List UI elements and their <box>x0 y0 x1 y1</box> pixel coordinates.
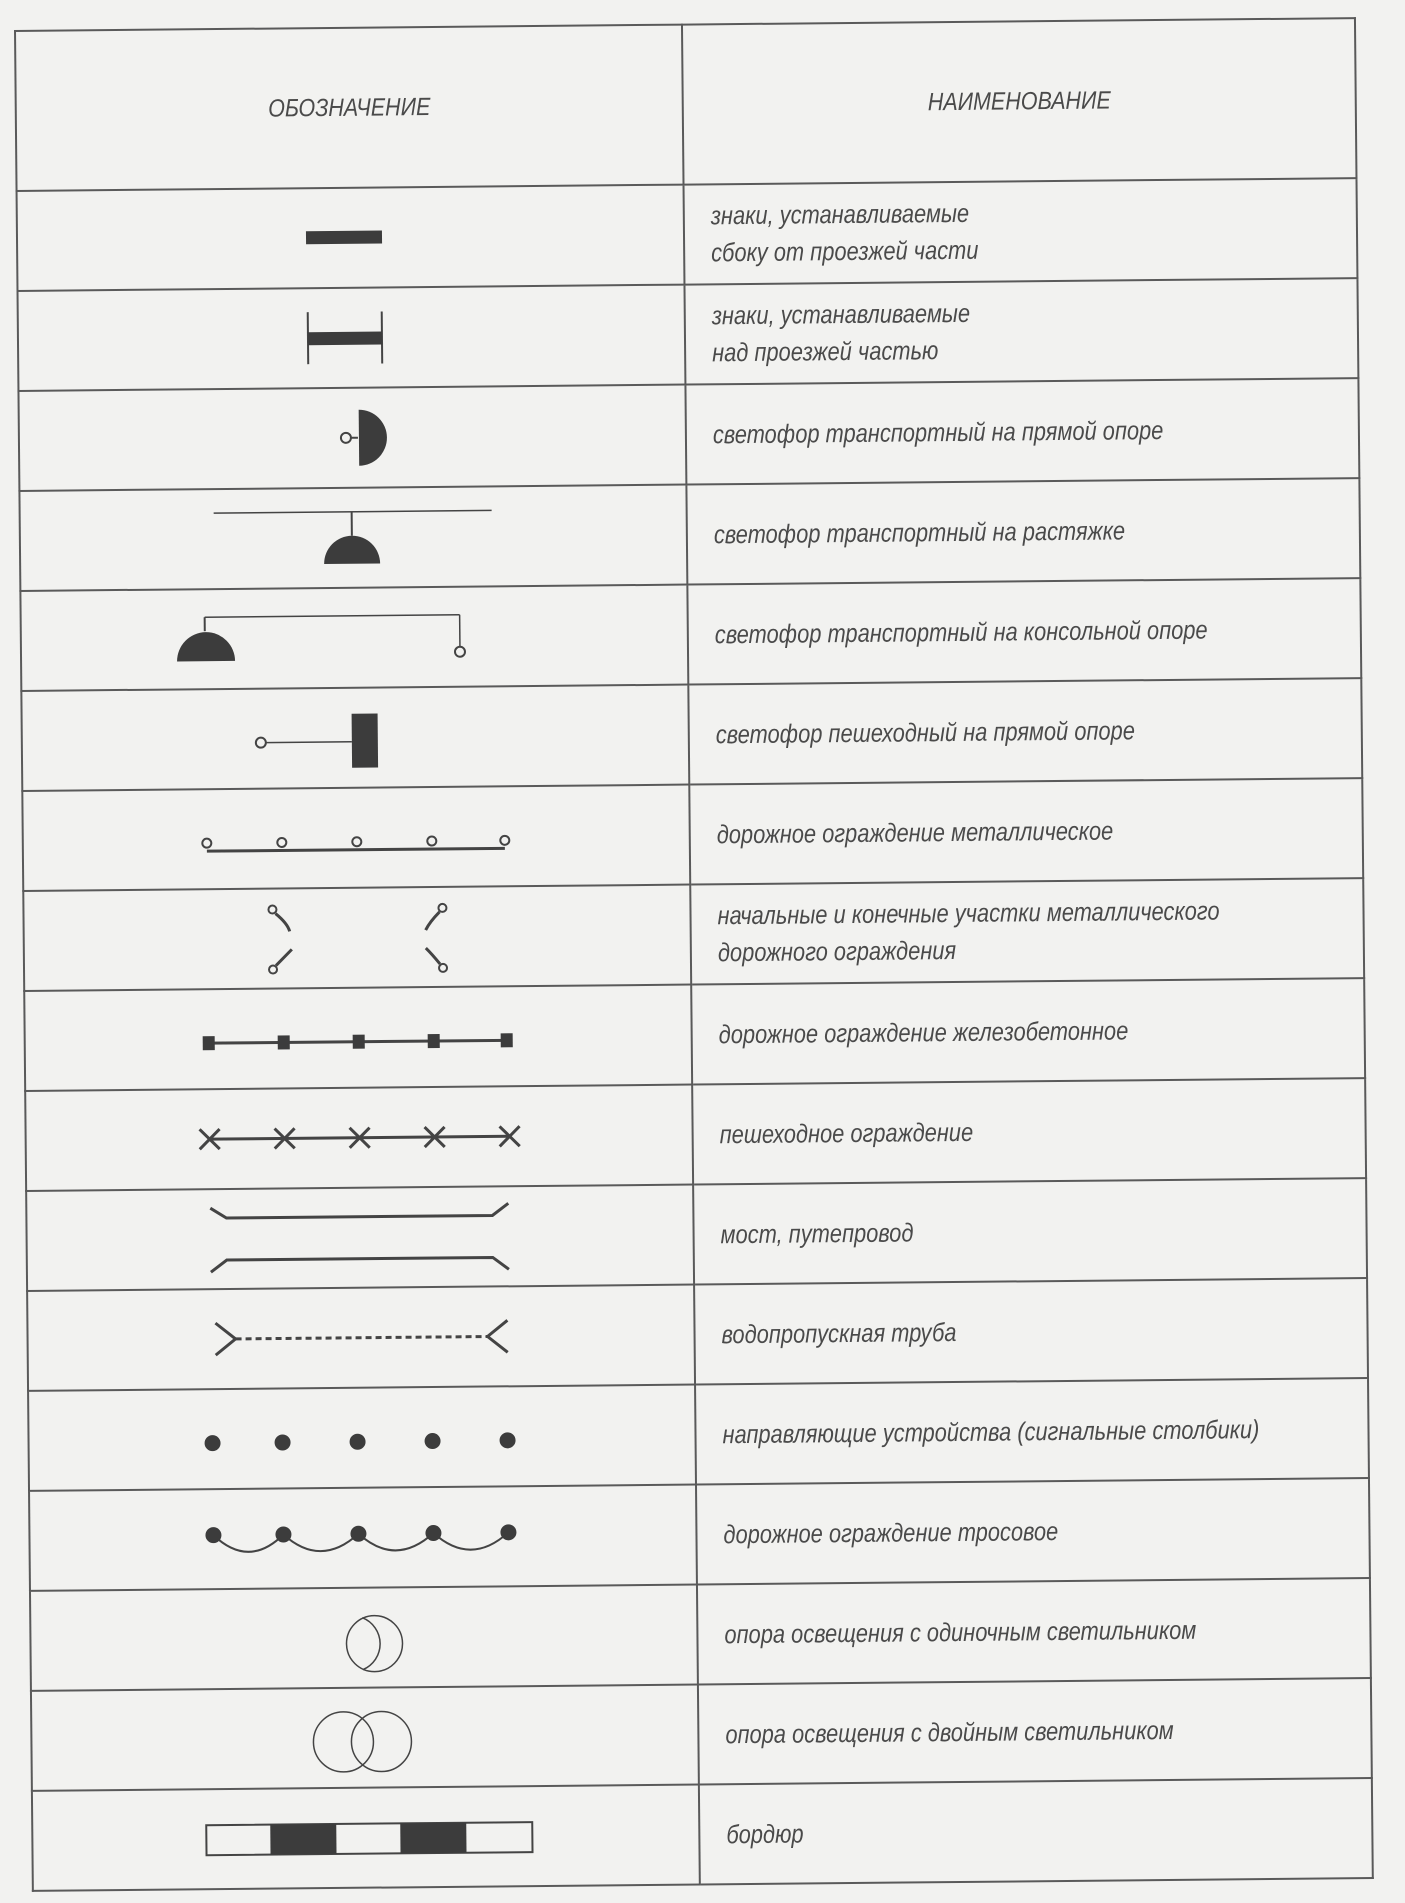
row-name-line2: сбоку от проезжей части <box>711 234 979 268</box>
row-name: светофор пешеходный на прямой опоре <box>715 714 1136 749</box>
table-row <box>22 778 1363 891</box>
row-name: пешеходное ограждение <box>719 1116 974 1149</box>
table-row <box>23 878 1364 991</box>
name-column-header: НАИМЕНОВАНИЕ <box>729 19 1309 185</box>
row-name: светофор транспортный на растяжке <box>713 514 1126 549</box>
legend-sheet <box>14 17 1372 1903</box>
row-name-line2: дорожного ограждения <box>717 934 957 968</box>
traffic-light-straight-pole-icon <box>202 396 503 479</box>
row-name-line2: над проезжей частью <box>711 335 939 368</box>
table-row <box>30 1578 1371 1691</box>
guardrail-end-sections-icon <box>207 891 508 984</box>
row-name: дорожное ограждение железобетонное <box>718 1014 1129 1049</box>
table-row <box>18 278 1359 391</box>
pedestrian-light-straight-pole-icon <box>205 696 506 779</box>
table-row <box>29 1478 1370 1591</box>
culvert-pipe-icon <box>191 1296 532 1379</box>
row-name-line1: начальные и конечные участки металлического <box>717 895 1220 931</box>
table-row <box>24 978 1365 1091</box>
table-row <box>18 378 1359 491</box>
pedestrian-fence-icon <box>189 1096 530 1179</box>
row-name: опора освещения с одиночным светильником <box>724 1614 1197 1649</box>
table-row <box>31 1678 1372 1791</box>
symbol-column-header: ОБОЗНАЧЕНИЕ <box>62 25 637 190</box>
single-lamp-pole-icon <box>214 1596 515 1679</box>
metal-guardrail-icon <box>186 796 527 879</box>
header-row <box>15 18 1356 191</box>
traffic-light-cantilever-icon <box>154 596 555 680</box>
table-row <box>25 1078 1366 1191</box>
row-name: опора освещения с двойным светильником <box>725 1714 1174 1749</box>
row-name: светофор транспортный на консольной опоре <box>714 614 1208 649</box>
overhead-road-sign-icon <box>201 296 502 379</box>
row-name-line1: знаки, устанавливаемые <box>710 197 970 231</box>
row-name: водопропускная труба <box>721 1316 957 1349</box>
table-row <box>32 1778 1373 1891</box>
row-name: направляющие устройства (сигнальные столбики) <box>722 1413 1260 1449</box>
side-road-sign-icon <box>200 196 501 279</box>
curb-icon <box>195 1796 536 1879</box>
row-name: мост, путепровод <box>720 1216 914 1249</box>
bridge-overpass-icon <box>190 1191 531 1284</box>
row-name-line1: знаки, устанавливаемые <box>711 297 971 331</box>
concrete-barrier-icon <box>188 996 529 1079</box>
table-row <box>21 678 1362 791</box>
row-name: дорожное ограждение тросовое <box>723 1515 1059 1549</box>
traffic-light-span-wire-icon <box>203 496 504 579</box>
table-row <box>19 478 1360 591</box>
table-row <box>26 1178 1367 1291</box>
table-row <box>20 578 1361 691</box>
table-row <box>28 1378 1369 1491</box>
row-name: светофор транспортный на прямой опоре <box>712 414 1164 449</box>
double-lamp-pole-icon <box>215 1696 516 1779</box>
row-name: бордюр <box>726 1818 804 1849</box>
table-row <box>17 178 1358 291</box>
legend-table <box>14 17 1374 1892</box>
cable-barrier-icon <box>193 1496 534 1579</box>
guide-posts-icon <box>192 1396 533 1479</box>
row-name: дорожное ограждение металлическое <box>716 814 1114 849</box>
table-row <box>27 1278 1368 1391</box>
